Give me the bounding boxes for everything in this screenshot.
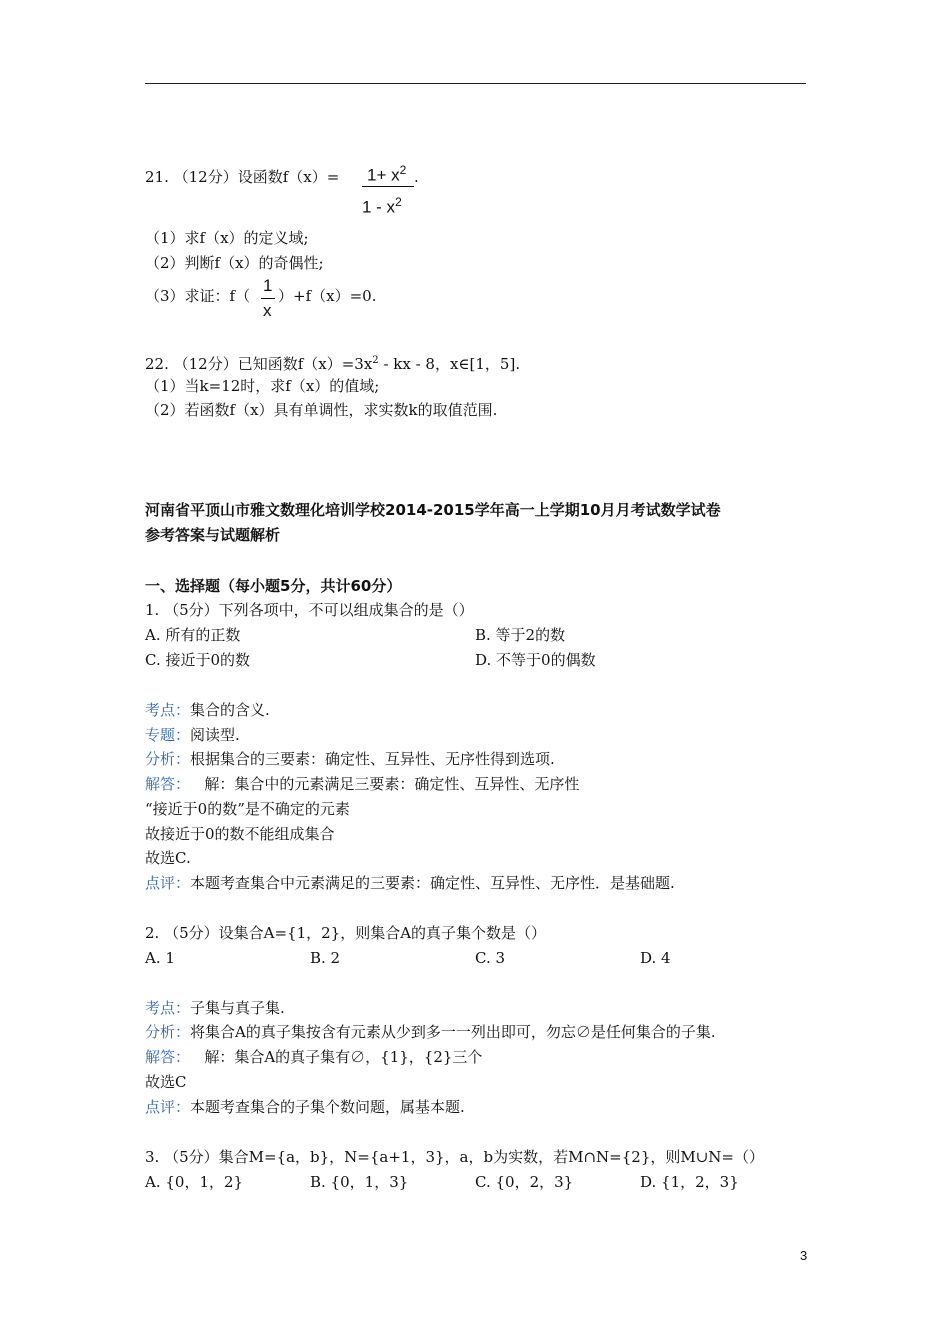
q1-option-c: C. 接近于0的数 [145,651,251,669]
q3-stem: 3. （5分）集合M={a，b}，N={a+1，3}，a，b为实数，若M∩N={2}，则M∪N=（） [145,1148,764,1166]
q21-sub3-fraction-bar [261,298,275,299]
q2-fenxi: 分析：将集合A的真子集按含有元素从少到多一一列出即可，勿忘∅是任何集合的子集. [145,1023,716,1041]
header-rule [145,83,806,84]
q1-zhuanti: 专题：阅读型. [145,726,240,744]
q1-jieda-line3: 故接近于0的数不能组成集合 [145,825,335,843]
q21-stem-suffix: . [414,168,419,186]
q21-sub3-suffix: ）+f（x）=0. [278,287,377,305]
q1-jieda: 解答： 解：集合中的元素满足三要素：确定性、互异性、无序性 [145,775,580,793]
q1-fenxi: 分析：根据集合的三要素：确定性、互异性、无序性得到选项. [145,750,555,768]
q21-fraction-denominator: $1 - x^2$ [362,195,402,217]
q21-sub3-numerator: 1 [263,276,273,295]
q1-kaodian: 考点：集合的含义. [145,701,270,719]
q21-stem-prefix: 21. （12分）设函数f（x）= [145,168,340,186]
q1-option-d: D. 不等于0的偶数 [475,651,596,669]
q21-sub1: （1）求f（x）的定义域; [145,229,309,247]
section-heading: 一、选择题（每小题5分，共计60分） [145,577,402,595]
q2-option-c: C. 3 [475,949,506,967]
q21-sub3-prefix: （3）求证：f（ [145,287,251,305]
q2-option-a: A. 1 [145,949,175,967]
q1-dianping: 点评：本题考查集合中元素满足的三要素：确定性、互异性、无序性．是基础题. [145,874,675,892]
q2-dianping: 点评：本题考查集合的子集个数问题，属基本题. [145,1098,465,1116]
q1-stem: 1. （5分）下列各项中，不可以组成集合的是（） [145,601,474,619]
q2-jieda: 解答： 解：集合A的真子集有∅，{1}，{2}三个 [145,1048,483,1066]
q3-option-a: A. {0，1，2} [145,1173,244,1191]
q2-option-d: D. 4 [640,949,671,967]
q3-option-b: B. {0，1，3} [310,1173,409,1191]
q3-option-d: D. {1，2，3} [640,1173,739,1191]
q2-option-b: B. 2 [310,949,341,967]
q22-stem: 22. （12分）已知函数$f(x)=3x^2$ - kx - 8，x∈[1，5]. [145,355,521,373]
q1-jieda-line2: “接近于0的数”是不确定的元素 [145,800,350,818]
q1-option-b: B. 等于2的数 [475,626,566,644]
q21-fraction-numerator: $1+ x^2$ [367,163,407,185]
q3-option-c: C. {0，2，3} [475,1173,574,1191]
q21-sub2: （2）判断f（x）的奇偶性; [145,254,324,272]
q2-stem: 2. （5分）设集合A={1，2}，则集合A的真子集个数是（） [145,924,547,942]
q2-jieda-line2: 故选C [145,1073,187,1091]
q1-option-a: A. 所有的正数 [145,626,241,644]
answer-title-line2: 参考答案与试题解析 [145,526,281,544]
q22-sub2: （2）若函数f（x）具有单调性，求实数k的取值范围. [145,401,498,419]
answer-title-line1: 河南省平顶山市雅文数理化培训学校2014-2015学年高一上学期10月月考试数学试卷 [145,501,721,519]
page-number: 3 [800,1248,808,1263]
q22-sub1: （1）当k=12时，求f（x）的值域; [145,377,380,395]
q21-sub3-denominator: x [263,301,272,320]
q1-jieda-line4: 故选C. [145,849,191,867]
q21-fraction-bar [362,186,414,187]
q2-kaodian: 考点：子集与真子集. [145,999,285,1017]
